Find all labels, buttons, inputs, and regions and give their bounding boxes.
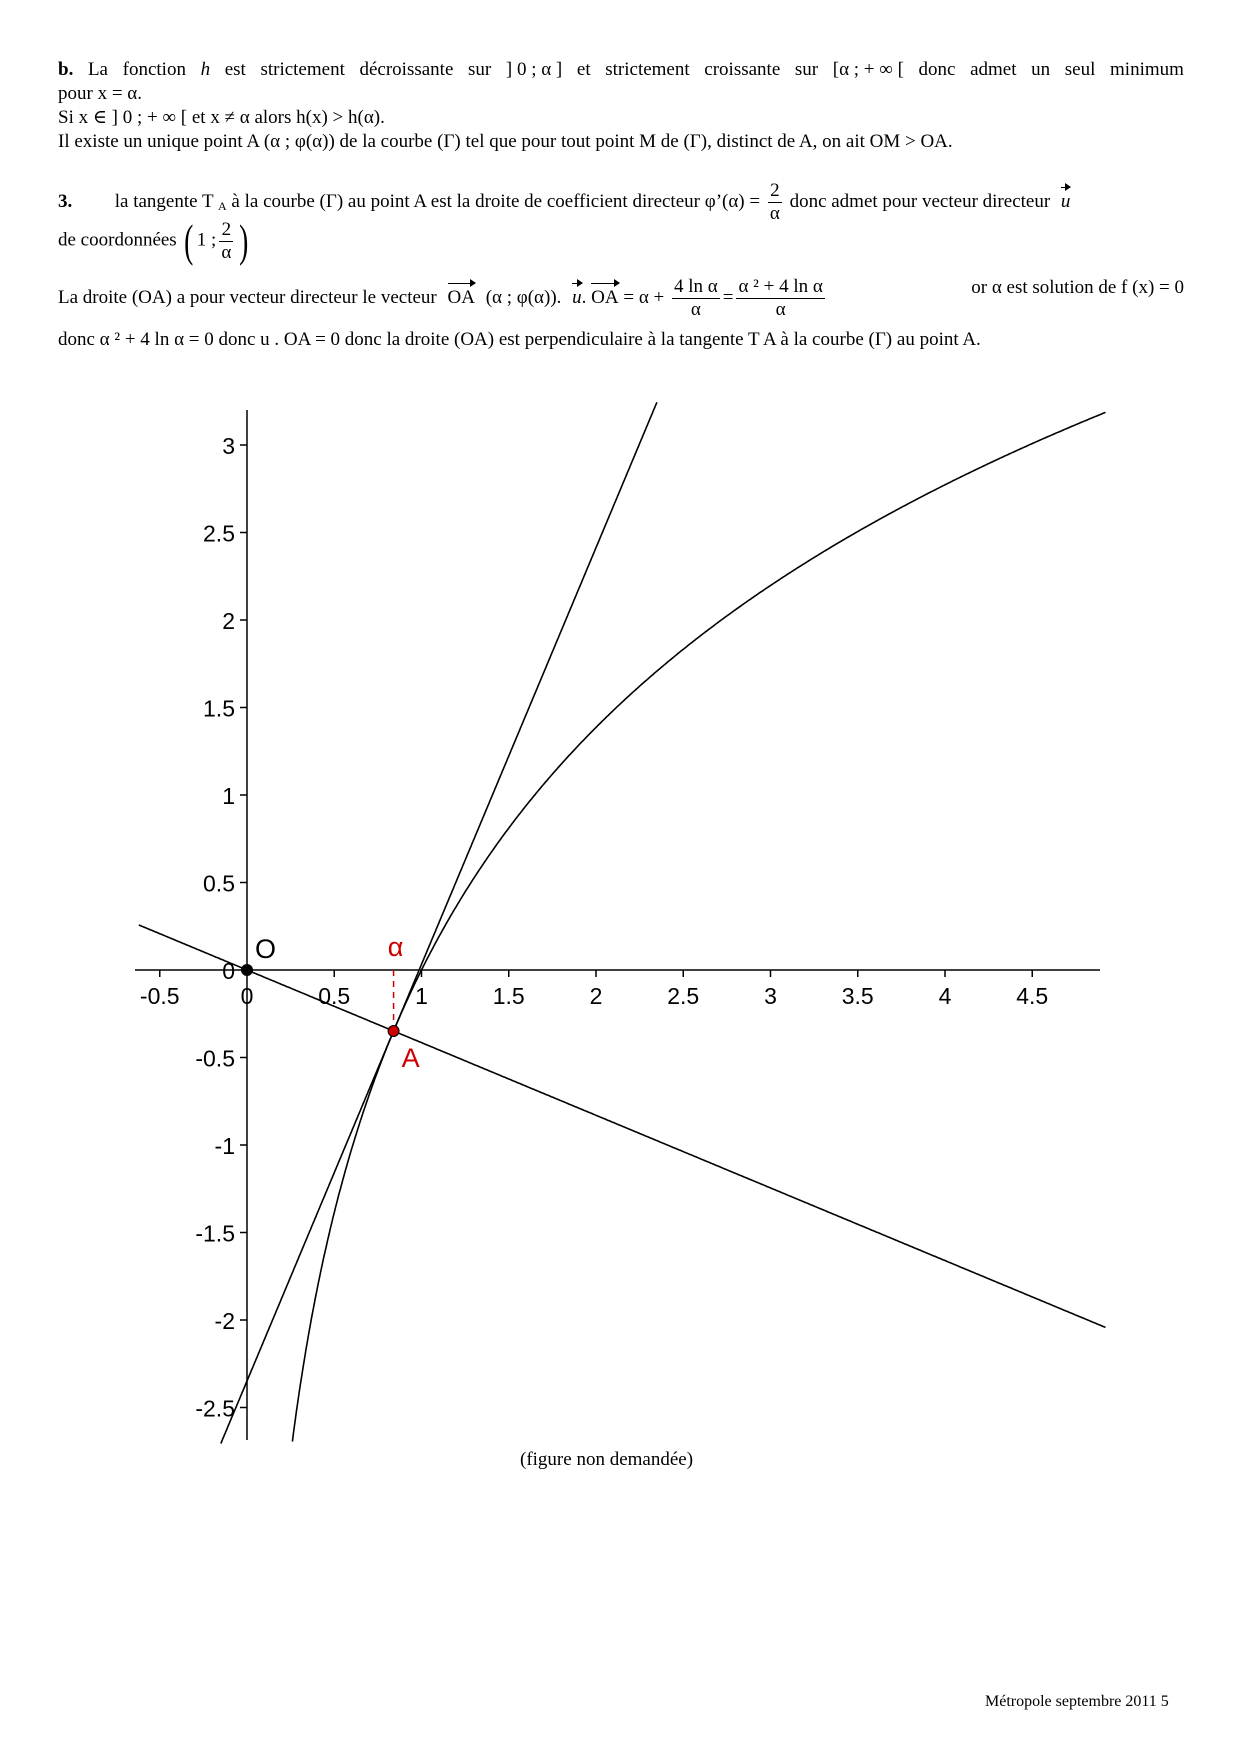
figure-caption: (figure non demandée) <box>520 1449 694 1470</box>
tangent-text-a: la tangente T <box>114 190 214 212</box>
eq-alpha-plus: = α + <box>623 286 665 308</box>
frac-num: 2 <box>768 180 782 203</box>
frac2-den: α <box>690 299 701 320</box>
y-tick-label: -2 <box>214 1308 235 1334</box>
y-tick-label: 3 <box>222 433 235 459</box>
y-tick-label: -2.5 <box>195 1395 235 1422</box>
para-b-word: seul <box>1064 59 1096 80</box>
vector-u: u <box>1060 190 1071 212</box>
y-tick-label: 1 <box>222 783 235 809</box>
y-tick-label: -1 <box>214 1133 235 1159</box>
para-b-word: sur <box>468 59 492 80</box>
para-b-word: est <box>224 59 246 80</box>
page-footer: Métropole septembre 2011 5 <box>985 1693 1169 1710</box>
y-tick-label: 0.5 <box>203 870 235 897</box>
frac3-den: α <box>775 299 786 320</box>
x-tick-label: 4.5 <box>1016 983 1049 1009</box>
y-tick-label: 2.5 <box>203 520 235 547</box>
point-O <box>242 965 253 976</box>
x-tick-label: 1 <box>415 983 428 1009</box>
y-tick-label: -0.5 <box>195 1045 235 1072</box>
y-tick-label: 1.5 <box>203 695 235 722</box>
coords-label: de coordonnées <box>58 229 177 251</box>
tangent-line <box>221 402 657 1443</box>
dot-sign: . <box>581 286 592 308</box>
para-b-word: strictement <box>605 59 690 80</box>
para-b-word: [α ; + ∞ [ <box>832 59 904 80</box>
tangent-text-b: à la courbe (Γ) au point A est la droite de coefficient directeur φ’(α) = <box>231 190 761 212</box>
para-b-line2: pour x = α. <box>58 83 142 104</box>
tangent-sub: A <box>218 198 227 213</box>
x-tick-label: 0 <box>240 983 254 1009</box>
frac-den: α <box>769 203 780 224</box>
para-b-word: La <box>87 59 108 80</box>
para-b-word: croissante <box>704 59 781 80</box>
line-OA <box>139 925 1106 1327</box>
x-tick-label: -0.5 <box>139 983 180 1009</box>
point-label-A: A <box>401 1043 420 1074</box>
y-tick-label: -1.5 <box>195 1220 235 1247</box>
alpha-label: α <box>387 932 404 962</box>
frac2-num: 4 ln α <box>674 276 718 297</box>
x-tick-label: 4 <box>938 983 952 1009</box>
para-3-line4: donc α ² + 4 ln α = 0 donc u . OA = 0 donc la droite (OA) est perpendiculaire à la tangente T A à la courbe (Γ) au point A. <box>58 329 981 350</box>
para-b-word: ] 0 ; α ] <box>505 59 563 80</box>
vector-u-2: u <box>572 286 582 308</box>
coords-frac-num: 2 <box>219 219 233 242</box>
para-b-word: et <box>576 59 591 80</box>
para-b-line4: Il existe un unique point A (α ; φ(α)) de la courbe (Γ) tel que pour tout point M de (Γ), distinct de A, on ait OM > OA. <box>58 131 953 152</box>
para-b-word: admet <box>970 59 1017 80</box>
x-tick-label: 0.5 <box>318 983 351 1009</box>
frac3-num: α ² + 4 ln α <box>738 276 823 297</box>
para-b-line3: Si x ∈ ] 0 ; + ∞ [ et x ≠ α alors h(x) > h(α). <box>58 107 385 128</box>
point-A <box>388 1026 399 1037</box>
curve-gamma <box>292 412 1105 1441</box>
tangent-text-c: donc admet pour vecteur directeur <box>789 190 1051 212</box>
coords-frac-den: α <box>221 241 232 263</box>
para-b-word: h <box>200 59 211 80</box>
y-tick-label: 2 <box>222 608 235 634</box>
y-tick-label: 0 <box>222 958 235 984</box>
para-b-word: sur <box>794 59 819 80</box>
or-text: or α est solution de f (x) = 0 <box>971 277 1184 298</box>
x-tick-label: 3 <box>764 983 777 1009</box>
para-b-marker: b. <box>58 59 74 80</box>
para-b-word: minimum <box>1110 59 1184 80</box>
point-label-O: O <box>255 934 277 964</box>
right-paren: ) <box>239 215 249 266</box>
x-tick-label: 3.5 <box>841 983 874 1009</box>
vector-OA: OA <box>447 286 475 308</box>
para-3-marker: 3. <box>58 190 73 212</box>
x-tick-label: 2 <box>589 983 603 1009</box>
para-b-word: un <box>1031 59 1051 80</box>
x-tick-label: 1.5 <box>492 983 525 1009</box>
eq-sign: = <box>722 286 734 308</box>
oa-coords: (α ; φ(α)). <box>485 286 562 308</box>
para-b-word: donc <box>918 59 956 80</box>
left-paren: ( <box>184 215 194 266</box>
coords-first: 1 ; <box>196 229 217 251</box>
para-b-word: strictement <box>260 59 345 80</box>
vector-OA-2: OA <box>591 286 619 308</box>
oa-text-a: La droite (OA) a pour vecteur directeur le vecteur <box>58 286 437 308</box>
x-tick-label: 2.5 <box>667 983 700 1009</box>
para-b-word: fonction <box>122 59 186 80</box>
para-b-word: décroissante <box>359 59 454 80</box>
